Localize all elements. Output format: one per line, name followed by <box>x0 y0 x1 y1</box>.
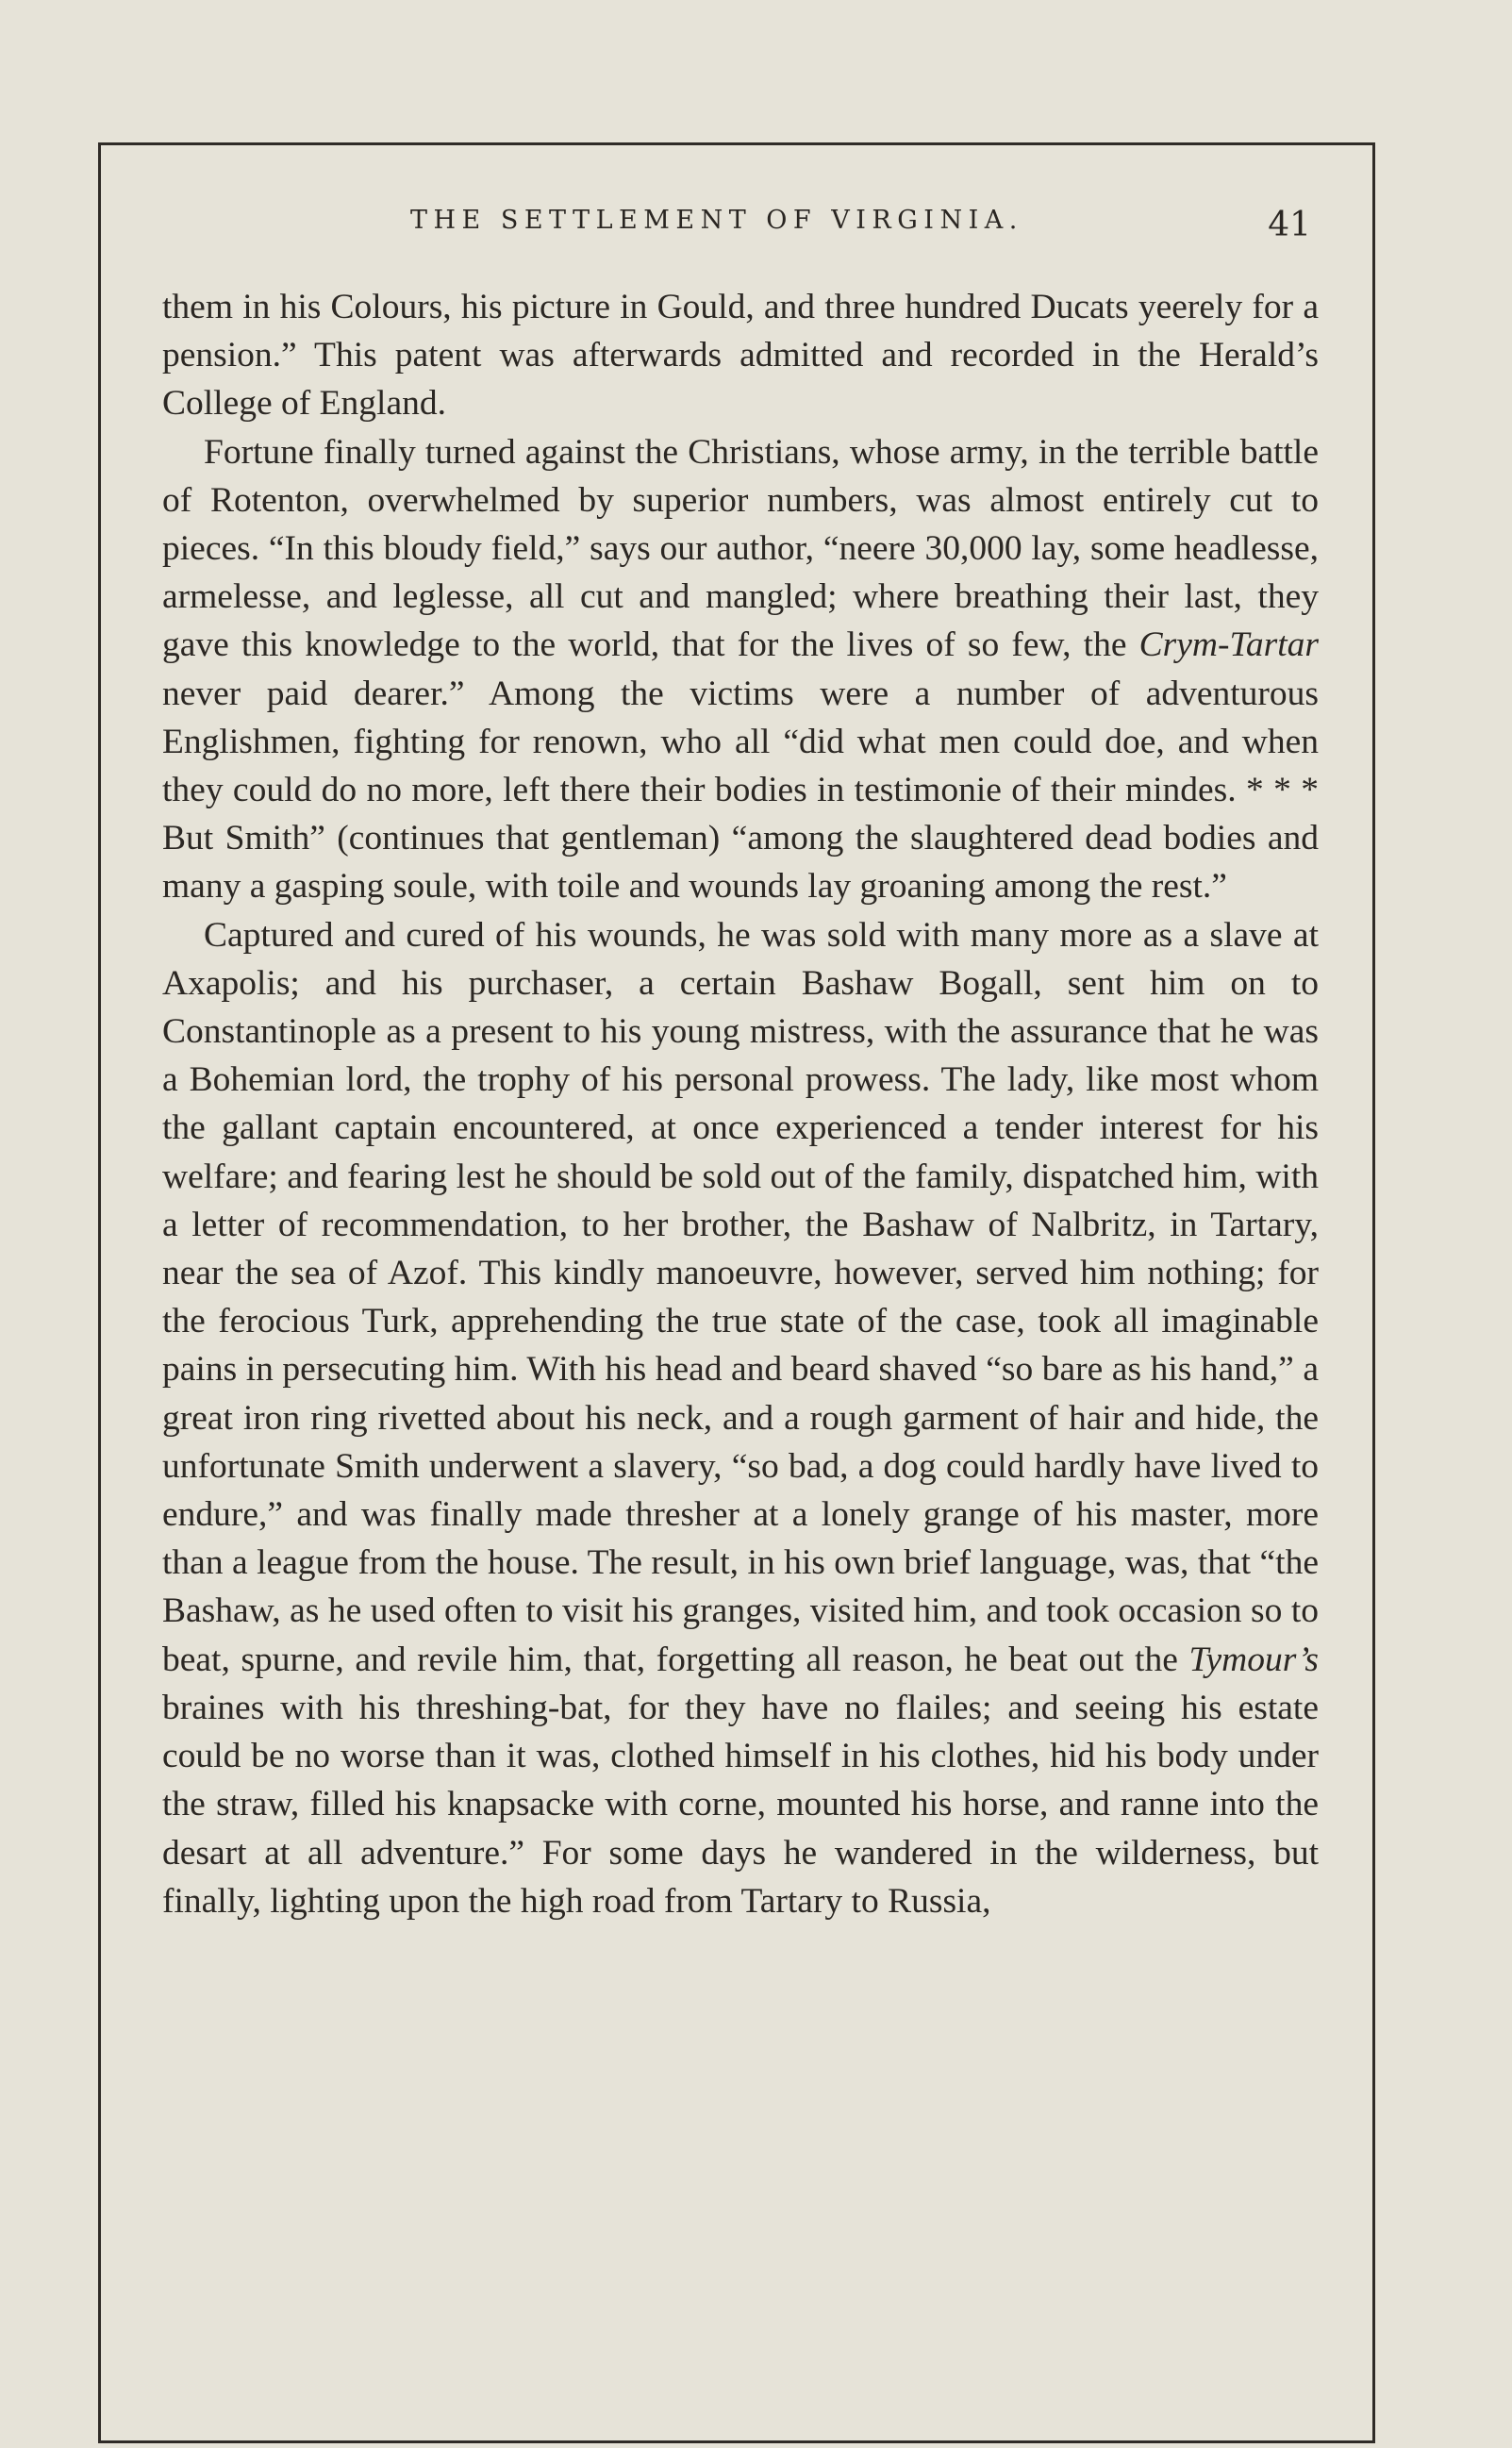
body-text <box>162 283 1319 1925</box>
paragraph-2: Fortune finally turned against the Christians, whose army, in the terrible battle of Rotenton, overwhelmed by superior numbers, was almost entirely cut to pieces. “In this bloudy field,” says our author, “neere 30,000 lay, some headlesse, armelesse, and leglesse, all cut and mangled; where breathing their last, they gave this knowledge to the world, that for the lives of so few, the Crym-Tartar never paid dearer.” Among the victims were a number of adventurous Englishmen, fighting for renown, who all “did what men could doe, and when they could do no more, left there their bodies in testimonie of their mindes. * * * But Smith” (continues that gentleman) “among the slaughtered dead bodies and many a gasping soule, with toile and wounds lay groaning among the rest.” <box>162 432 1319 907</box>
running-title: THE SETTLEMENT OF VIRGINIA. <box>410 206 1023 235</box>
paragraph-1: them in his Colours, his picture in Gould, and three hundred Ducats yeerely for a pension.” This patent was afterwards admitted and recorded in the Herald’s College of England. <box>162 288 1319 424</box>
page-number: 41 <box>1268 206 1311 244</box>
italic-term: Tymour’s <box>1188 1640 1319 1679</box>
paragraph-3: Captured and cured of his wounds, he was sold with many more as a slave at Axapolis; and his purchaser, a certain Bashaw Bogall, sent him on to Constantinople as a present to his young mistress, with the assurance that he was a Bohemian lord, the trophy of his personal prowess. The lady, like most whom the gallant captain encountered, at once experienced a tender interest for his welfare; and fearing lest he should be sold out of the family, dispatched him, with a letter of recommendation, to her brother, the Bashaw of Nalbritz, in Tartary, near the sea of Azof. This kindly manoeuvre, however, served him nothing; for the ferocious Turk, apprehending the true state of the case, took all imaginable pains in persecuting him. With his head and beard shaved “so bare as his hand,” a great iron ring rivetted about his neck, and a rough garment of hair and hide, the unfortunate Smith underwent a slavery, “so bad, a dog could hardly have lived to endure,” and was finally made thresher at a lonely grange of his master, more than a league from the house. The result, in his own brief language, was, that “the Bashaw, as he used often to visit his granges, visited him, and took occasion so to beat, spurne, and revile him, that, forgetting all reason, he beat out the Tymour’s braines with his threshing-bat, for they have no flailes; and seeing his estate could be no worse than it was, clothed himself in his clothes, hid his body under the straw, filled his knapsacke with corne, mounted his horse, and ranne into the desart at all adventure.” For some days he wandered in the wilderness, but finally, lighting upon the high road from Tartary to Russia, <box>162 915 1319 1921</box>
italic-term: Crym-Tartar <box>1138 625 1319 665</box>
page-header <box>160 200 1339 266</box>
